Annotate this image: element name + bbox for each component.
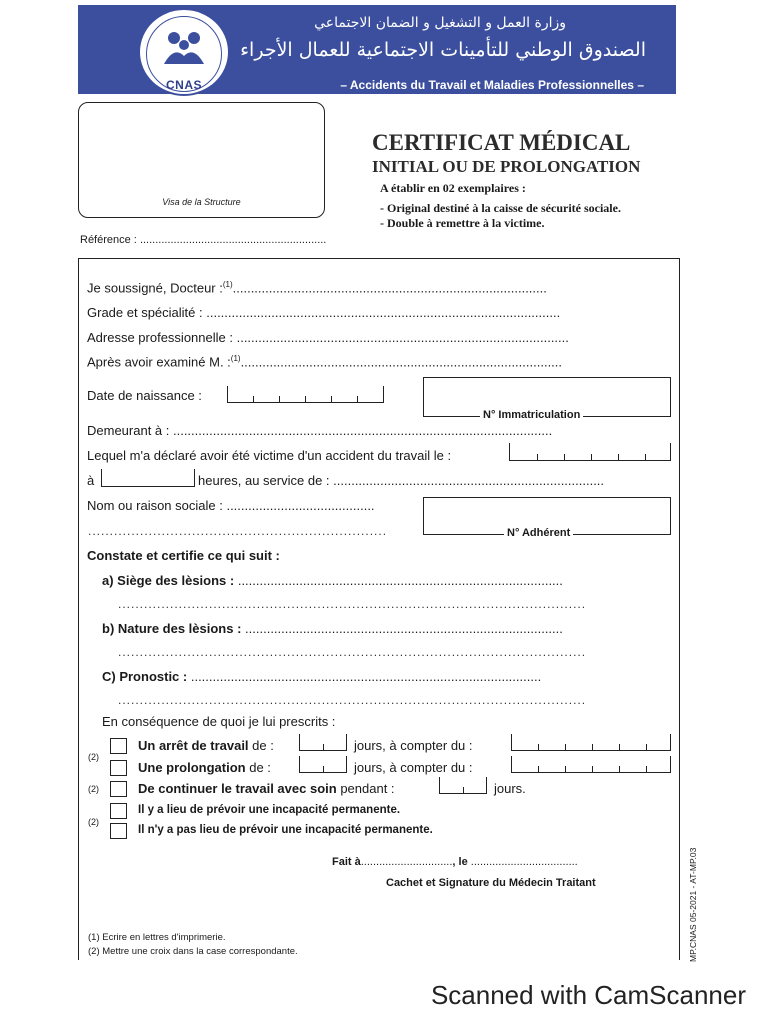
constate-label: Constate et certifie ce qui suit : (87, 548, 280, 563)
tick (564, 454, 565, 460)
tick (646, 766, 647, 772)
siege-label: a) Siège des lèsions : (102, 573, 235, 588)
nature-field[interactable] (102, 621, 563, 636)
raison-sociale-field[interactable] (87, 498, 375, 513)
tick (592, 766, 593, 772)
nature-dots-2: ............................................................................................................ (118, 645, 587, 659)
arret-label: Un arrêt de travail (138, 738, 249, 753)
tick (463, 787, 464, 793)
adherent-label: N° Adhérent (504, 527, 573, 539)
grade-dots: .................................................................................................. (202, 305, 561, 320)
tick (592, 744, 593, 750)
visa-label: Visa de la Structure (162, 197, 241, 207)
arret-jours-label: jours, à compter du : (354, 738, 473, 753)
visa-structure-box[interactable] (78, 102, 325, 218)
arret-row (138, 738, 274, 753)
prolongation-row (138, 760, 271, 775)
tick (253, 396, 254, 402)
arret-de: de : (252, 738, 274, 753)
fait-label: Fait à (332, 856, 361, 868)
grade-field[interactable] (87, 305, 560, 320)
fund-name-ar: الصندوق الوطني للتأمينات الاجتماعية للعمال الأجراء (240, 39, 646, 61)
tick (565, 744, 566, 750)
immatriculation-label: N° Immatriculation (480, 409, 583, 421)
logo-text: CNAS (165, 78, 202, 92)
tick (279, 396, 280, 402)
tick (646, 744, 647, 750)
accident-date-field[interactable] (509, 443, 671, 461)
pronostic-dots-2: ............................................................................................................ (118, 693, 587, 707)
cnas-logo (138, 8, 230, 96)
consequence-label: En conséquence de quoi je lui prescrits : (102, 714, 336, 729)
reference-field[interactable] (80, 234, 326, 246)
header-subtitle: – Accidents du Travail et Maladies Professionnelles – (340, 78, 644, 92)
fait-field[interactable] (332, 856, 578, 868)
tick (618, 454, 619, 460)
fait-le: , le (452, 856, 468, 868)
docteur-field[interactable] (87, 280, 547, 295)
prolongation-date-field[interactable] (511, 756, 671, 773)
siege-field[interactable] (102, 573, 563, 588)
incapacite-oui-checkbox[interactable] (110, 803, 127, 819)
tick (357, 396, 358, 402)
docteur-note: (1) (222, 280, 233, 289)
instructions-line-1: A établir en 02 exemplaires : (380, 181, 526, 195)
demeurant-field[interactable] (87, 423, 552, 438)
note-2-arret: (2) (88, 752, 99, 762)
continuer-jours-label: jours. (494, 781, 526, 796)
tick (538, 766, 539, 772)
raison-sociale-label: Nom ou raison sociale : (87, 498, 223, 513)
service-dots: ........................................................................... (329, 473, 605, 488)
naissance-label: Date de naissance : (87, 388, 202, 403)
naissance-date-field[interactable] (227, 386, 384, 403)
prolongation-jours-label: jours, à compter du : (354, 760, 473, 775)
fait-dots: .............................. (360, 856, 453, 868)
siege-dots-2: ............................................................................................................ (118, 597, 587, 611)
examine-field[interactable] (87, 354, 562, 369)
tick (565, 766, 566, 772)
tick (538, 744, 539, 750)
prolongation-de: de : (249, 760, 271, 775)
siege-dots: .......................................................................................... (234, 573, 563, 588)
tick (323, 766, 324, 772)
incapacite-non-label: Il n'y a pas lieu de prévoir une incapacité permanente. (138, 824, 433, 836)
pronostic-label: C) Pronostic : (102, 669, 188, 684)
docteur-label: Je soussigné, Docteur : (87, 280, 223, 296)
instructions-line-2: - Original destiné à la caisse de sécurité sociale. (380, 201, 621, 215)
tick (619, 744, 620, 750)
tick (619, 766, 620, 772)
fait-date-dots: ................................... (467, 856, 578, 868)
continuer-checkbox[interactable] (110, 781, 127, 797)
examine-dots: ......................................................................................... (240, 354, 563, 370)
tick (645, 454, 646, 460)
pronostic-field[interactable] (102, 669, 541, 684)
examine-note: (1) (230, 354, 241, 363)
tick (591, 454, 592, 460)
reference-dots: ............................................................. (139, 234, 327, 246)
continuer-row (138, 781, 395, 796)
adresse-field[interactable] (87, 330, 569, 345)
prolongation-checkbox[interactable] (110, 760, 127, 776)
tick (305, 396, 306, 402)
footnote-1: (1) Ecrire en lettres d'imprimerie. (88, 932, 226, 943)
camscanner-watermark: Scanned with CamScanner (430, 980, 746, 1010)
ministry-name-ar: وزارة العمل و التشغيل و الضمان الاجتماعي (314, 15, 566, 31)
note-2-continuer: (2) (88, 784, 99, 794)
adresse-dots: ............................................................................................ (232, 330, 569, 345)
tick (331, 396, 332, 402)
raison-sociale-dots-2: ..................................................................... (88, 524, 388, 538)
continuer-jours-field[interactable] (439, 777, 487, 794)
nature-dots: ........................................................................................ (241, 621, 563, 636)
pronostic-dots: ................................................................................................. (187, 669, 542, 684)
incapacite-non-checkbox[interactable] (110, 823, 127, 839)
docteur-dots: ....................................................................................... (232, 280, 547, 296)
prolongation-jours-field[interactable] (299, 756, 347, 773)
arret-checkbox[interactable] (110, 738, 127, 754)
service-field[interactable] (198, 473, 604, 488)
continuer-pendant: pendant : (340, 781, 395, 796)
raison-sociale-dots: ......................................... (222, 498, 375, 513)
tick (323, 744, 324, 750)
incapacite-oui-label: Il y a lieu de prévoir une incapacité permanente. (138, 804, 401, 816)
reference-label: Référence : (80, 234, 137, 246)
nature-label: b) Nature des lèsions : (102, 621, 242, 636)
continuer-label: De continuer le travail avec soin (138, 781, 337, 796)
instructions-line-3: - Double à remettre à la victime. (380, 216, 545, 230)
arret-jours-field[interactable] (299, 734, 347, 751)
demeurant-label: Demeurant à : (87, 423, 170, 438)
footnote-2: (2) Mettre une croix dans la case correspondante. (88, 946, 298, 957)
tick (537, 454, 538, 460)
service-label: heures, au service de : (198, 473, 330, 488)
examine-label: Après avoir examiné M. : (87, 354, 231, 370)
grade-label: Grade et spécialité : (87, 305, 203, 320)
prolongation-label: Une prolongation (138, 760, 246, 775)
arret-date-field[interactable] (511, 734, 671, 751)
adresse-label: Adresse professionnelle : (87, 330, 233, 345)
accident-label: Lequel m'a déclaré avoir été victime d'un accident du travail le : (87, 448, 452, 463)
form-code: MP.CNAS 05-2021 - AT-MP.03 (688, 847, 698, 962)
demeurant-dots: ......................................................................................................... (169, 423, 553, 438)
heures-field[interactable] (101, 469, 195, 487)
document-subtitle: INITIAL OU DE PROLONGATION (372, 157, 641, 176)
document-title: CERTIFICAT MÉDICAL (372, 130, 631, 155)
cachet-label: Cachet et Signature du Médecin Traitant (386, 877, 596, 889)
note-2-incapacite: (2) (88, 817, 99, 827)
heures-prefix: à (87, 473, 95, 488)
